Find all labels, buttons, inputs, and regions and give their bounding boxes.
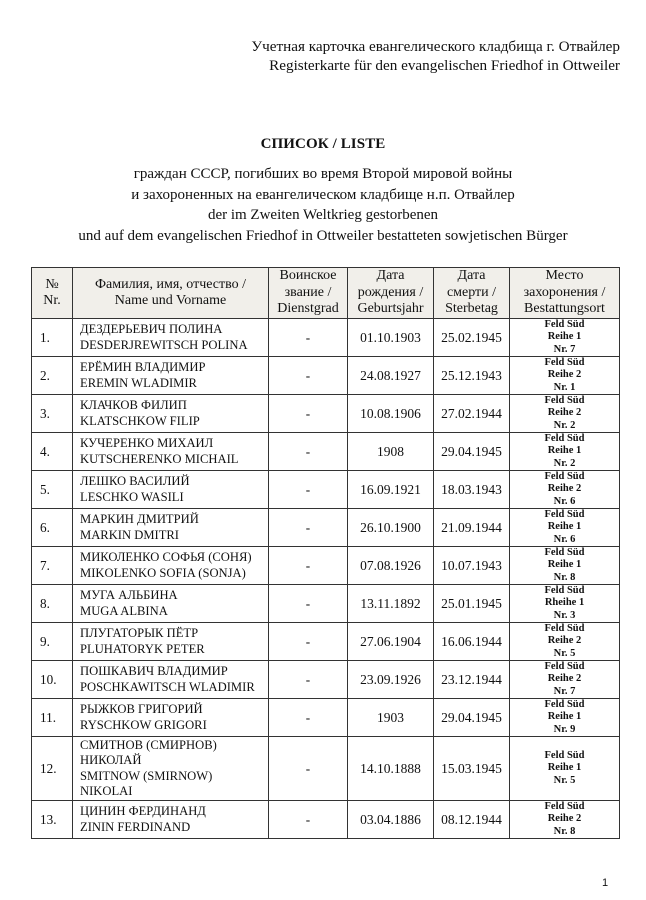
cell-number: 6.: [32, 509, 73, 547]
subtitle-line: и захороненных на евангелическом кладбище н.п. Отвайлер: [131, 186, 515, 203]
cell-number: 5.: [32, 471, 73, 509]
table-body: [32, 319, 620, 839]
burial-place-line: Reihe 2: [547, 369, 582, 381]
burial-place-line: Feld Süd: [544, 433, 585, 445]
burial-place-line: Nr. 3: [553, 609, 576, 621]
cell-burial-place: [510, 319, 620, 357]
burial-place-line: Reihe 1: [547, 445, 582, 457]
cell-death-date: 27.02.1944: [434, 395, 510, 433]
cell-birth-date: 24.08.1927: [348, 357, 434, 395]
column-header-name: [73, 268, 269, 319]
burial-place-line: Feld Süd: [544, 750, 585, 762]
column-header-number: [32, 268, 73, 319]
table-row: [32, 319, 620, 357]
column-header-line: Dienstgrad: [277, 301, 339, 317]
cell-death-date: 16.06.1944: [434, 623, 510, 661]
cell-death-date: 15.03.1945: [434, 737, 510, 801]
column-header-line: Geburtsjahr: [357, 301, 424, 317]
burial-place-line: Reihe 1: [547, 521, 582, 533]
name-line: EREMIN WLADIMIR: [80, 375, 197, 390]
cell-rank: -: [269, 547, 348, 585]
cell-burial-place: [510, 509, 620, 547]
cell-name: [73, 509, 269, 547]
name-line: КУЧЕРЕНКО МИХАИЛ: [80, 436, 214, 450]
cell-number: 8.: [32, 585, 73, 623]
burial-place-line: Nr. 5: [553, 647, 576, 659]
cell-burial-place: [510, 801, 620, 839]
burial-place-line: Reihe 1: [547, 559, 582, 571]
name-line: НИКОЛАЙ: [80, 753, 142, 767]
column-header-line: Sterbetag: [445, 301, 498, 317]
burial-place-line: Nr. 2: [553, 457, 576, 469]
burial-place-line: Nr. 7: [553, 343, 576, 355]
burial-place-line: Nr. 9: [553, 723, 576, 735]
cell-number: 13.: [32, 801, 73, 839]
cell-rank: -: [269, 509, 348, 547]
name-line: POSCHKAWITSCH WLADIMIR: [80, 679, 255, 694]
column-header-rank: [269, 268, 348, 319]
cell-birth-date: 23.09.1926: [348, 661, 434, 699]
burial-place-line: Feld Süd: [544, 699, 585, 711]
column-header-burial-place: [510, 268, 620, 319]
burial-place-line: Reihe 1: [547, 331, 582, 343]
register-table: [31, 267, 620, 839]
cell-birth-date: 27.06.1904: [348, 623, 434, 661]
name-line: LESCHKO WASILI: [80, 489, 184, 504]
cell-burial-place: [510, 623, 620, 661]
table-row: [32, 699, 620, 737]
cell-burial-place: [510, 395, 620, 433]
burial-place-line: Nr. 1: [553, 381, 576, 393]
subtitle-line: der im Zweiten Weltkrieg gestorbenen: [207, 207, 439, 223]
burial-place-line: Feld Süd: [544, 471, 585, 483]
name-line: RYSCHKOW GRIGORI: [80, 717, 207, 732]
cell-death-date: 25.01.1945: [434, 585, 510, 623]
name-line: СМИТНОВ (СМИРНОВ): [80, 737, 217, 752]
cell-burial-place: [510, 585, 620, 623]
cell-death-date: 29.04.1945: [434, 699, 510, 737]
cell-birth-date: 07.08.1926: [348, 547, 434, 585]
name-line: ПОШКАВИЧ ВЛАДИМИР: [80, 664, 228, 678]
document-title: СПИСОК / LISTE: [260, 136, 386, 152]
table-row: [32, 357, 620, 395]
cell-rank: -: [269, 661, 348, 699]
cell-number: 7.: [32, 547, 73, 585]
page-number: 1: [602, 877, 609, 889]
cell-birth-date: 03.04.1886: [348, 801, 434, 839]
table-row: [32, 395, 620, 433]
burial-place-line: Feld Süd: [544, 357, 585, 369]
burial-place-line: Feld Süd: [544, 623, 585, 635]
cell-name: [73, 737, 269, 801]
cell-number: 9.: [32, 623, 73, 661]
cell-number: 4.: [32, 433, 73, 471]
cell-death-date: 29.04.1945: [434, 433, 510, 471]
cell-rank: -: [269, 433, 348, 471]
burial-place-line: Feld Süd: [544, 585, 585, 597]
name-line: РЫЖКОВ ГРИГОРИЙ: [80, 702, 203, 716]
column-header-line: №: [45, 276, 59, 292]
table-row: [32, 585, 620, 623]
column-header-birth-date: [348, 268, 434, 319]
burial-place-line: Feld Süd: [544, 395, 585, 407]
name-line: МАРКИН ДМИТРИЙ: [80, 512, 199, 526]
name-line: PLUHATORYK PETER: [80, 641, 205, 656]
cell-death-date: 18.03.1943: [434, 471, 510, 509]
header-line-ru: Учетная карточка евангелического кладбища г. Отвайлер: [251, 38, 620, 55]
cell-birth-date: 13.11.1892: [348, 585, 434, 623]
cell-birth-date: 1903: [348, 699, 434, 737]
column-header-death-date: [434, 268, 510, 319]
cell-birth-date: 10.08.1906: [348, 395, 434, 433]
name-line: NIKOLAI: [80, 784, 133, 798]
cell-birth-date: 01.10.1903: [348, 319, 434, 357]
cell-burial-place: [510, 433, 620, 471]
subtitle-line: граждан СССР, погибших во время Второй мировой войны: [133, 166, 513, 182]
cell-name: [73, 471, 269, 509]
name-line: МУГА АЛЬБИНА: [80, 588, 178, 602]
cell-number: 3.: [32, 395, 73, 433]
cell-name: [73, 433, 269, 471]
burial-place-line: Feld Süd: [544, 661, 585, 673]
table-row: [32, 801, 620, 839]
cell-rank: -: [269, 357, 348, 395]
cell-number: 12.: [32, 737, 73, 801]
table-row: [32, 661, 620, 699]
cell-death-date: 10.07.1943: [434, 547, 510, 585]
burial-place-line: Reihe 2: [547, 407, 582, 419]
cell-name: [73, 319, 269, 357]
burial-place-line: Nr. 8: [553, 571, 576, 583]
burial-place-line: Nr. 8: [553, 825, 576, 837]
table-row: [32, 623, 620, 661]
name-line: KLATSCHKOW FILIP: [80, 413, 200, 428]
column-header-line: звание /: [284, 284, 332, 300]
name-line: МИКОЛЕНКО СОФЬЯ (СОНЯ): [80, 550, 252, 564]
burial-place-line: Reihe 2: [547, 813, 582, 825]
cell-number: 1.: [32, 319, 73, 357]
cell-burial-place: [510, 699, 620, 737]
document-subtitle: [0, 164, 646, 246]
burial-place-line: Nr. 6: [553, 533, 576, 545]
subtitle-line: und auf dem evangelischen Friedhof in Ottweiler bestatteten sowjetischen Bürger: [78, 227, 568, 244]
name-line: DESDERJREWITSCH POLINA: [80, 337, 248, 352]
burial-place-line: Feld Süd: [544, 509, 585, 521]
table-row: [32, 547, 620, 585]
cell-rank: -: [269, 471, 348, 509]
cell-rank: -: [269, 699, 348, 737]
header-line-de: Registerkarte für den evangelischen Friedhof in Ottweiler: [269, 57, 620, 74]
cell-birth-date: 16.09.1921: [348, 471, 434, 509]
cell-name: [73, 801, 269, 839]
cell-birth-date: 1908: [348, 433, 434, 471]
cell-rank: -: [269, 395, 348, 433]
column-header-line: Дата: [457, 268, 486, 284]
cell-death-date: 25.02.1945: [434, 319, 510, 357]
burial-place-line: Rheihe 1: [544, 597, 585, 609]
burial-place-line: Reihe 1: [547, 762, 582, 774]
burial-place-line: Reihe 1: [547, 711, 582, 723]
name-line: КЛАЧКОВ ФИЛИП: [80, 398, 187, 412]
table-row: [32, 471, 620, 509]
burial-place-line: Feld Süd: [544, 547, 585, 559]
burial-place-line: Reihe 2: [547, 673, 582, 685]
name-line: ЛЕШКО ВАСИЛИЙ: [80, 474, 190, 488]
name-line: ЦИНИН ФЕРДИНАНД: [80, 804, 206, 818]
cell-name: [73, 585, 269, 623]
cell-death-date: 21.09.1944: [434, 509, 510, 547]
cell-death-date: 25.12.1943: [434, 357, 510, 395]
burial-place-line: Feld Süd: [544, 319, 585, 331]
column-header-line: Фамилия, имя, отчество /: [94, 276, 247, 292]
cell-birth-date: 26.10.1900: [348, 509, 434, 547]
cell-rank: -: [269, 737, 348, 801]
name-line: ЕРЁМИН ВЛАДИМИР: [80, 360, 206, 374]
cell-rank: -: [269, 585, 348, 623]
burial-place-line: Reihe 2: [547, 635, 582, 647]
name-line: MIKOLENKO SOFIA (SONJA): [80, 565, 246, 580]
cell-death-date: 23.12.1944: [434, 661, 510, 699]
column-header-line: Nr.: [43, 293, 61, 308]
cell-rank: -: [269, 801, 348, 839]
burial-place-line: Feld Süd: [544, 801, 585, 813]
cell-name: [73, 623, 269, 661]
name-line: ZININ FERDINAND: [80, 819, 191, 834]
name-line: MUGA ALBINA: [80, 603, 168, 618]
name-line: MARKIN DMITRI: [80, 527, 179, 542]
cell-name: [73, 357, 269, 395]
burial-place-line: Nr. 6: [553, 495, 576, 507]
column-header-line: захоронения /: [523, 284, 606, 300]
cell-burial-place: [510, 661, 620, 699]
name-line: ПЛУГАТОРЫК ПЁТР: [80, 626, 199, 640]
document-header: [251, 37, 620, 75]
column-header-line: Место: [545, 268, 584, 284]
cell-name: [73, 699, 269, 737]
cell-rank: -: [269, 319, 348, 357]
name-line: KUTSCHERENKO MICHAIL: [80, 451, 239, 466]
table-row: [32, 433, 620, 471]
burial-place-line: Reihe 2: [547, 483, 582, 495]
cell-death-date: 08.12.1944: [434, 801, 510, 839]
table-row: [32, 737, 620, 801]
cell-number: 2.: [32, 357, 73, 395]
name-line: SMITNOW (SMIRNOW): [80, 768, 213, 783]
cell-burial-place: [510, 547, 620, 585]
cell-name: [73, 395, 269, 433]
column-header-line: Bestattungsort: [524, 301, 605, 317]
burial-place-line: Nr. 2: [553, 419, 576, 431]
cell-burial-place: [510, 471, 620, 509]
column-header-line: Воинское: [279, 268, 337, 284]
table-header-row: [32, 268, 620, 319]
cell-name: [73, 661, 269, 699]
cell-birth-date: 14.10.1888: [348, 737, 434, 801]
cell-number: 10.: [32, 661, 73, 699]
column-header-line: рождения /: [357, 284, 424, 300]
column-header-line: Name und Vorname: [114, 293, 227, 308]
cell-burial-place: [510, 737, 620, 801]
column-header-line: Дата: [376, 268, 405, 284]
name-line: ДЕЗДЕРЬЕВИЧ ПОЛИНА: [80, 322, 223, 336]
cell-burial-place: [510, 357, 620, 395]
burial-place-line: Nr. 5: [553, 774, 576, 786]
cell-rank: -: [269, 623, 348, 661]
cell-name: [73, 547, 269, 585]
table-row: [32, 509, 620, 547]
burial-place-line: Nr. 7: [553, 685, 576, 697]
cell-number: 11.: [32, 699, 73, 737]
column-header-line: смерти /: [446, 284, 497, 300]
